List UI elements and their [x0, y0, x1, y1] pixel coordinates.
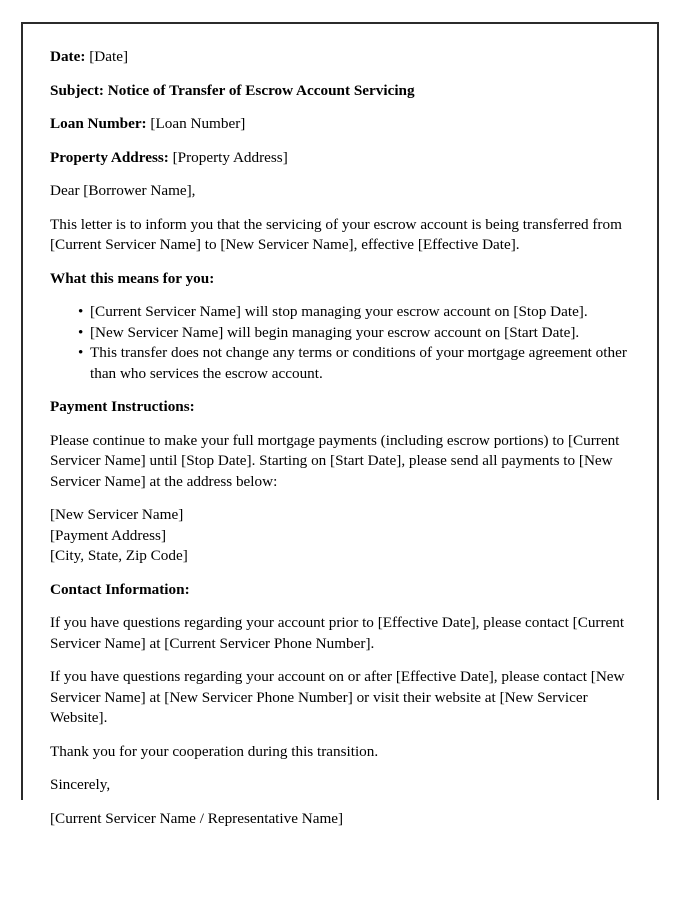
signature-line: [Current Servicer Name / Representative Name] [50, 809, 344, 827]
property-address-value: [Property Address] [172, 148, 288, 166]
list-item: • [Current Servicer Name] will stop managing your escrow account on [Stop Date]. [90, 302, 632, 323]
payment-instructions-heading: Payment Instructions: [50, 398, 195, 415]
salutation: Dear [Borrower Name], [50, 182, 196, 199]
thanks-paragraph: Thank you for your cooperation during this transition. [50, 742, 379, 760]
list-item: • [New Servicer Name] will begin managing your escrow account on [Start Date]. [90, 323, 632, 344]
loan-number-field [50, 114, 632, 135]
loan-number-value: [Loan Number] [150, 115, 246, 132]
intro-paragraph: This letter is to inform you that the servicing of your escrow account is being transferred from [Current Servicer Name] to [New Servicer Name], effective [Effective Date]. [50, 215, 622, 253]
property-address-label: Property Address: [50, 148, 169, 166]
what-this-means-heading: What this means for you: [50, 269, 215, 287]
payment-address-block [50, 505, 632, 567]
contact-paragraph-before: If you have questions regarding your account prior to [Effective Date], please contact [Current Servicer Name] at [Current Servicer Phone Number]. [50, 614, 625, 652]
list-item: • This transfer does not change any terms or conditions of your mortgage agreement other than who services the escrow account. [90, 343, 632, 384]
date-label: Date: [50, 48, 86, 65]
loan-number-label: Loan Number: [50, 115, 147, 132]
date-field [50, 47, 632, 68]
what-this-means-list [50, 302, 632, 384]
letter-body [50, 47, 632, 829]
subject-field [50, 81, 632, 102]
payment-instructions-paragraph: Please continue to make your full mortgage payments (including escrow portions) to [Current Servicer Name] until [Stop Date]. Starting on [Start Date], please send all payments to [New Servicer Name] at the address below: [50, 431, 620, 490]
letter-page [21, 22, 659, 827]
closing: Sincerely, [50, 776, 111, 793]
date-value: [Date] [89, 48, 129, 65]
subject-value: Notice of Transfer of Escrow Account Servicing [107, 81, 415, 99]
contact-information-heading: Contact Information: [50, 580, 190, 598]
subject-label: Subject: [50, 81, 104, 99]
payment-address-line: [City, State, Zip Code] [50, 547, 188, 564]
payment-address-line: [New Servicer Name] [50, 506, 184, 523]
property-address-field [50, 148, 632, 169]
payment-address-line: [Payment Address] [50, 526, 166, 544]
contact-paragraph-after: If you have questions regarding your account on or after [Effective Date], please contact [New Servicer Name] at [New Servicer Phone Number] or visit their website at [New Servicer Website]. [50, 668, 625, 726]
